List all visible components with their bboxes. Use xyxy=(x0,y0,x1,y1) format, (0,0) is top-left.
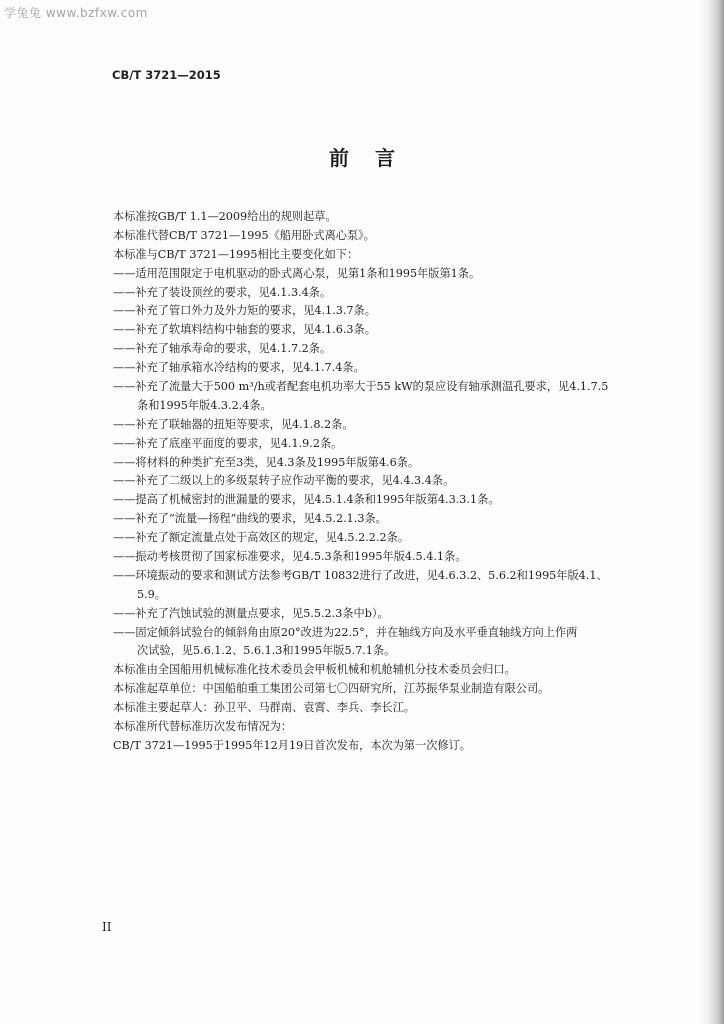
text-line: 次试验，见5.6.1.2、5.6.1.3和1995年版5.7.1条。 xyxy=(137,644,396,658)
text-line: ——补充了软填料结构中轴套的要求，见4.1.6.3条。 xyxy=(113,323,376,337)
text-line: ——补充了轴承寿命的要求，见4.1.7.2条。 xyxy=(113,342,332,356)
text-line: ——提高了机械密封的泄漏量的要求，见4.5.1.4条和1995年版第4.3.3.1条。 xyxy=(113,493,500,507)
text-line: 本标准与CB/T 3721—1995相比主要变化如下： xyxy=(113,247,359,261)
text-line: ——补充了联轴器的扭矩等要求，见4.1.8.2条。 xyxy=(113,417,354,431)
text-line: ——补充了管口外力及外力矩的要求，见4.1.3.7条。 xyxy=(113,304,376,318)
text-line: ——补充了二级以上的多级泵转子应作动平衡的要求，见4.4.3.4条。 xyxy=(113,474,455,488)
text-line: ——补充了汽蚀试验的测量点要求，见5.5.2.3条中b）。 xyxy=(113,606,389,620)
text-line: 本标准由全国船用机械标准化技术委员会甲板机械和机舱辅机分技术委员会归口。 xyxy=(113,663,516,677)
page-number: II xyxy=(102,920,112,934)
text-line: ——补充了流量大于500 m³/h或者配套电机功率大于55 kW的泵应设有轴承测温孔要求，见4.1.7.5 xyxy=(113,380,609,394)
foreword-body xyxy=(113,208,673,756)
text-line: ——振动考核贯彻了国家标准要求，见4.5.3条和1995年版4.5.4.1条。 xyxy=(113,550,467,564)
text-line: ——固定倾斜试验台的倾斜角由原20°改进为22.5°，并在轴线方向及水平垂直轴线方向上作两 xyxy=(113,625,578,639)
text-line: 本标准代替CB/T 3721—1995《船用卧式离心泵》。 xyxy=(113,228,375,242)
watermark: 学兔兔 www.bzfxw.com xyxy=(4,6,148,20)
text-line: ——补充了底座平面度的要求，见4.1.9.2条。 xyxy=(113,436,343,450)
text-line: 条和1995年版4.3.2.4条。 xyxy=(137,398,272,412)
text-line: 本标准起草单位：中国船舶重工集团公司第七〇四研究所，江苏振华泵业制造有限公司。 xyxy=(113,682,550,696)
text-line: ——将材料的种类扩充至3类，见4.3条及1995年版第4.6条。 xyxy=(113,455,420,469)
text-line: 5.9。 xyxy=(137,587,166,601)
text-line: ——环境振动的要求和测试方法参考GB/T 10832进行了改进，见4.6.3.2、5.6.2和1995年版4.1、 xyxy=(113,568,608,582)
text-line: 本标准所代替标准历次发布情况为： xyxy=(113,720,293,734)
text-line: CB/T 3721—1995于1995年12月19日首次发布，本次为第一次修订。 xyxy=(113,738,472,752)
text-line: ——适用范围限定于电机驱动的卧式离心泵，见第1条和1995年版第1条。 xyxy=(113,266,481,280)
text-line: 本标准按GB/T 1.1—2009给出的规则起草。 xyxy=(113,210,337,223)
text-line: ——补充了装设顶丝的要求，见4.1.3.4条。 xyxy=(113,285,332,299)
standard-code-header: CB/T 3721—2015 xyxy=(112,68,221,82)
text-line: ——补充了额定流量点处于高效区的规定，见4.5.2.2.2条。 xyxy=(113,531,409,545)
text-line: 本标准主要起草人：孙卫平、马群南、袁霄、李兵、李长江。 xyxy=(113,701,416,715)
text-line: ——补充了轴承箱水冷结构的要求，见4.1.7.4条。 xyxy=(113,361,365,375)
page-title: 前言 xyxy=(329,146,421,170)
text-line: ——补充了“流量—扬程”曲线的要求，见4.5.2.1.3条。 xyxy=(113,512,387,526)
